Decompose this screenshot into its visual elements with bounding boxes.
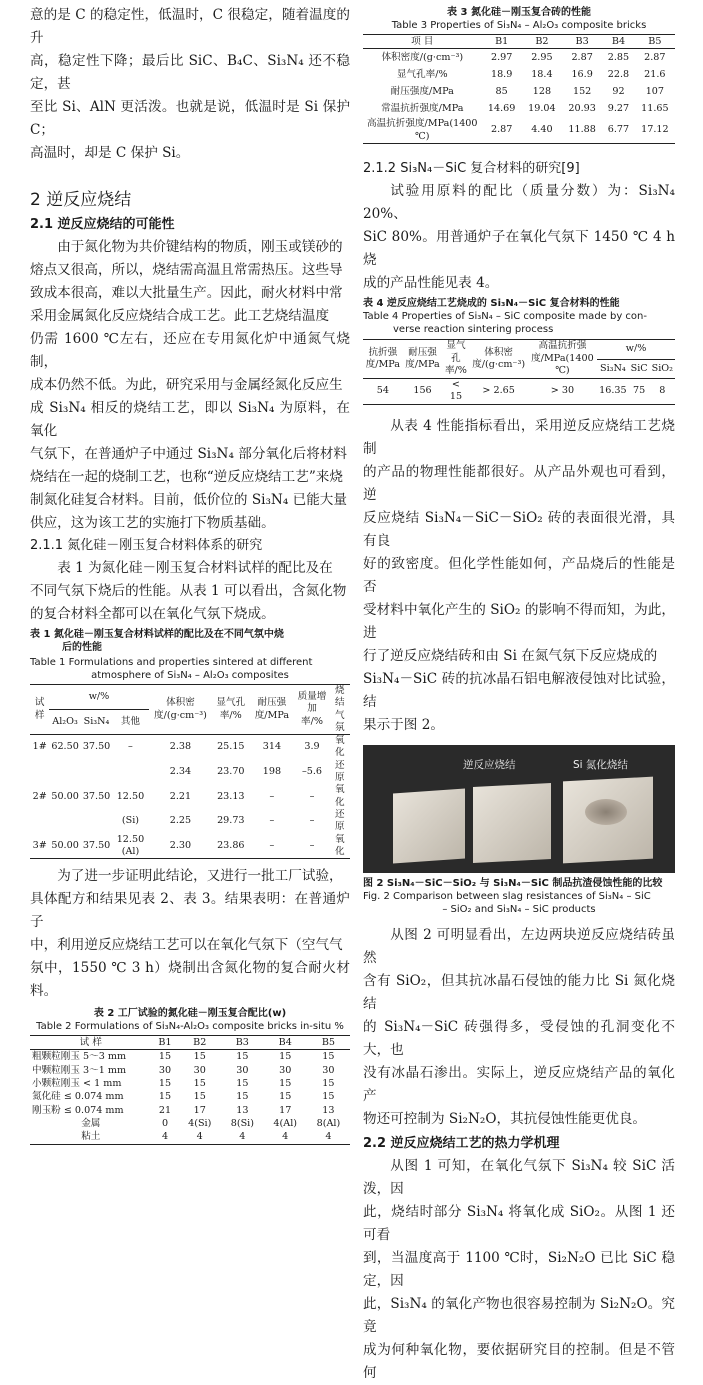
cell: 62.50 bbox=[51, 741, 79, 753]
text-line: 成本仍然不低。为此，研究采用与金属经氮化反应生 bbox=[30, 377, 343, 393]
table1-caption bbox=[30, 628, 350, 682]
col-header: B4 bbox=[611, 36, 626, 47]
caption-en: Table 4 Properties of Si₃N₄ – SiC composite made by con- bbox=[363, 311, 647, 323]
cell: 30 bbox=[158, 1064, 172, 1076]
brick-sample bbox=[473, 783, 551, 863]
text-line: 没有冰晶石渗出。实际上，逆反应烧结产品的氧化产 bbox=[363, 1064, 675, 1104]
cell: –5.6 bbox=[301, 765, 323, 777]
cell: 15 bbox=[279, 1091, 292, 1103]
text-line: 至比 Si、AlN 更活泼。也就是说，低温时是 Si 保护 C； bbox=[30, 99, 350, 138]
cell: 37.50 bbox=[82, 741, 111, 753]
col-header: SiC bbox=[630, 362, 648, 374]
text-line: 此，烧结时部分 Si₃N₄ 将氧化成 SiO₂。从图 1 还可看 bbox=[363, 1203, 675, 1243]
text-line: 行了逆反应烧结砖和由 Si 在氮气氛下反应烧成的 bbox=[363, 647, 658, 664]
text-line: 氛中，1550 ℃ 3 h）烧制出含氮化物的复合耐火材料。 bbox=[30, 960, 350, 1000]
cell: 9.27 bbox=[607, 102, 630, 114]
cell: 11.88 bbox=[568, 124, 596, 136]
text-line: 含有 SiO₂，但其抗冰晶石侵蚀的能力比 Si 氮化烧结 bbox=[363, 972, 675, 1012]
col-header: 显气孔率/% bbox=[442, 340, 469, 379]
col-header: B5 bbox=[648, 36, 662, 47]
cell: 128 bbox=[532, 85, 552, 97]
col-header: B3 bbox=[575, 36, 589, 47]
paragraph bbox=[30, 236, 350, 535]
cell: 8(Si) bbox=[230, 1117, 254, 1129]
table-row bbox=[363, 83, 675, 100]
text-line: SiC 80%。用普通炉子在氧化气氛下 1450 ℃ 4 h 烧 bbox=[363, 229, 675, 269]
cell: 75 bbox=[633, 385, 646, 397]
table-row bbox=[30, 1050, 350, 1064]
table-row bbox=[30, 1064, 350, 1077]
cell: 17.12 bbox=[641, 124, 669, 136]
cell: < 15 bbox=[449, 378, 463, 403]
figure-2-photo bbox=[363, 745, 675, 873]
col-header: 体积密度/(g·cm⁻³) bbox=[149, 685, 213, 735]
cell: 314 bbox=[262, 741, 282, 753]
cell: 2.38 bbox=[169, 741, 192, 753]
table-row bbox=[30, 760, 350, 785]
cell: 13 bbox=[236, 1104, 249, 1116]
text-line: 烧结在一起的烧制工艺，也称“逆反应烧结工艺”来烧 bbox=[30, 469, 343, 485]
row-label: 耐压强度/MPa bbox=[390, 85, 454, 97]
cell: 2.95 bbox=[531, 51, 553, 63]
cell: 15 bbox=[158, 1051, 172, 1063]
col-header: w/% bbox=[49, 685, 148, 710]
table-row bbox=[30, 1104, 350, 1117]
col-header: Si₃N₄ bbox=[83, 715, 110, 727]
table-row bbox=[363, 117, 675, 144]
cell: 23.13 bbox=[217, 790, 245, 802]
cell: 107 bbox=[645, 85, 664, 97]
cell bbox=[30, 809, 49, 834]
col-header: 质量增加率/% bbox=[295, 685, 330, 735]
section-heading: 2 逆反应烧结 bbox=[30, 190, 132, 210]
cell: 4(Si) bbox=[188, 1117, 212, 1129]
table-row bbox=[30, 735, 350, 760]
table4-caption bbox=[363, 297, 675, 336]
cell: 2.97 bbox=[490, 51, 513, 63]
cell: 4.40 bbox=[531, 124, 553, 136]
row-label: 氮化硅 ≤ 0.074 mm bbox=[32, 1091, 124, 1103]
subsection-heading: 2.1 逆反应烧结的可能性 bbox=[30, 217, 175, 232]
subsection-heading: 2.2 逆反应烧结工艺的热力学机理 bbox=[363, 1135, 560, 1151]
cell: 152 bbox=[572, 85, 592, 97]
cell bbox=[81, 760, 112, 785]
cell: 23.86 bbox=[217, 839, 245, 851]
cell: 30 bbox=[193, 1064, 206, 1076]
caption-cn: 表 1 氮化硅－刚玉复合材料试样的配比及在不同气氛中烧 bbox=[30, 629, 284, 640]
cell: 85 bbox=[495, 85, 508, 97]
text-line: 的复合材料全都可以在氧化气氛下烧成。 bbox=[30, 606, 275, 622]
cell: 还原 bbox=[334, 759, 345, 784]
table-row bbox=[30, 1090, 350, 1103]
cell: 4 bbox=[196, 1131, 203, 1143]
text-line: 成 Si₃N₄ 相反的烧结工艺，即以 Si₃N₄ 为原料，在氧化 bbox=[30, 400, 350, 439]
cell: 8 bbox=[659, 385, 666, 397]
text-line: 物还可控制为 Si₂N₂O，其抗侵蚀性能更优良。 bbox=[363, 1110, 647, 1127]
row-label: 高温抗折强度/MPa(1400 ℃) bbox=[367, 117, 478, 143]
text-line: 试验用原料的配比（质量分数）为：Si₃N₄ 20%、 bbox=[363, 183, 675, 223]
table3 bbox=[363, 34, 675, 144]
figure-caption bbox=[363, 877, 675, 916]
caption-cn-cont: 后的性能 bbox=[62, 642, 102, 653]
col-header: Al₂O₃ bbox=[52, 715, 78, 727]
cell: – bbox=[309, 815, 315, 827]
cell: 30 bbox=[236, 1064, 249, 1076]
caption-en-cont: verse reaction sintering process bbox=[393, 324, 554, 336]
text-line: 从表 4 性能指标看出，采用逆反应烧结工艺烧制 bbox=[363, 417, 675, 457]
text-line: Si₃N₄－SiC 砖的抗冰晶石铝电解液侵蚀对比试验，结 bbox=[363, 670, 675, 710]
paragraph bbox=[363, 1155, 675, 1385]
caption-en: Table 3 Properties of Si₃N₄ – Al₂O₃ composite bricks bbox=[391, 20, 647, 31]
cell: 6.77 bbox=[607, 124, 630, 136]
cell: – bbox=[269, 790, 275, 802]
col-header: 抗折强度/MPa bbox=[363, 340, 403, 379]
cell: 2.87 bbox=[571, 51, 593, 63]
text-line: 果示于图 2。 bbox=[363, 716, 444, 733]
cell: 20.93 bbox=[568, 102, 596, 114]
text-line: 的产品的物理性能都很好。从产品外观也可看到，逆 bbox=[363, 463, 675, 503]
text-line: 致成本很高，难以大批量生产。因此，耐火材料中常 bbox=[30, 285, 343, 301]
table3-caption bbox=[363, 0, 675, 32]
caption-en: Fig. 2 Comparison between slag resistances of Si₃N₄ – SiC bbox=[363, 890, 651, 902]
cell: 14.69 bbox=[487, 102, 516, 114]
caption-en-cont: – SiO₂ and Si₃N₄ – SiC products bbox=[442, 903, 596, 915]
col-header: B5 bbox=[321, 1037, 335, 1049]
cell: 4(Al) bbox=[273, 1117, 298, 1129]
cell: 15 bbox=[236, 1051, 249, 1063]
table-row bbox=[30, 784, 350, 809]
left-column bbox=[30, 0, 350, 1145]
cell: 15 bbox=[193, 1051, 206, 1063]
text-line: 高，稳定性下降；最后比 SiC、B₄C、Si₃N₄ 还不稳定，甚 bbox=[30, 53, 350, 92]
cell: 50.00 bbox=[51, 839, 79, 851]
cell: 3.9 bbox=[304, 741, 320, 753]
col-header: B1 bbox=[495, 36, 509, 47]
cell: 16.9 bbox=[571, 68, 593, 80]
cell: 17 bbox=[279, 1104, 292, 1116]
figure-label-right: Si 氮化烧结 bbox=[573, 758, 628, 771]
paragraph bbox=[30, 557, 350, 626]
caption-en: Table 1 Formulations and properties sintered at different bbox=[30, 657, 313, 668]
cell: 21.6 bbox=[644, 68, 666, 80]
text-line: 熔点又很高，所以，烧结需高温且常需热压。这些导 bbox=[30, 262, 343, 278]
cell: 15 bbox=[236, 1091, 249, 1103]
text-line: 成为何种氧化物，要依据研究目的控制。但是不管何 bbox=[363, 1341, 675, 1381]
text-line: 表 1 为氮化硅－刚玉复合材料试样的配比及在 bbox=[57, 560, 333, 576]
col-header: B2 bbox=[193, 1037, 207, 1049]
brick-sample bbox=[393, 788, 465, 863]
cell: 54 bbox=[376, 385, 389, 397]
cell: 2.25 bbox=[169, 815, 192, 827]
erosion-cavity bbox=[585, 799, 627, 825]
cell: 29.73 bbox=[217, 815, 245, 827]
text-line: 从图 1 可知，在氧化气氛下 Si₃N₄ 较 SiC 活泼，因 bbox=[363, 1157, 675, 1197]
table-row bbox=[363, 100, 675, 117]
cell bbox=[81, 809, 112, 834]
text-line: 从图 2 可明显看出，左边两块逆反应烧结砖虽然 bbox=[363, 926, 675, 966]
paragraph bbox=[363, 415, 675, 737]
cell: 13 bbox=[322, 1104, 335, 1116]
cell: 156 bbox=[413, 385, 432, 397]
text-line: 为了进一步证明此结论，又进行一批工厂试验， bbox=[57, 868, 343, 885]
cell: 15 bbox=[322, 1078, 335, 1090]
col-header: B4 bbox=[278, 1037, 292, 1049]
cell: 4 bbox=[325, 1131, 332, 1143]
cell: > 2.65 bbox=[482, 385, 515, 397]
text-line: 由于氮化物为共价键结构的物质，刚玉或镁砂的 bbox=[57, 239, 343, 255]
cell: 2.87 bbox=[490, 124, 513, 136]
caption-cn: 表 2 工厂试验的氮化硅－刚玉复合配比(w) bbox=[93, 1008, 287, 1020]
cell: 15 bbox=[279, 1078, 292, 1090]
cell: – bbox=[309, 790, 315, 802]
col-header: 体积密度/(g·cm⁻³) bbox=[470, 340, 528, 379]
cell: 15 bbox=[193, 1091, 206, 1103]
cell: – bbox=[269, 839, 275, 851]
cell: 2.21 bbox=[169, 790, 192, 802]
text-line: 此，Si₃N₄ 的氧化产物也很容易控制为 Si₂N₂O。究竟 bbox=[363, 1295, 675, 1335]
cell: 还原 bbox=[334, 808, 345, 833]
paragraph bbox=[30, 865, 350, 1003]
table-row bbox=[30, 834, 350, 859]
cell: 0 bbox=[161, 1117, 169, 1129]
cell: 30 bbox=[322, 1064, 335, 1076]
col-header: B1 bbox=[158, 1037, 172, 1049]
cell: 15 bbox=[193, 1078, 206, 1090]
cell: 氧化 bbox=[334, 784, 345, 808]
cell: 15 bbox=[279, 1051, 292, 1063]
caption-cn: 表 4 逆反应烧结工艺烧成的 Si₃N₄－SiC 复合材料的性能 bbox=[363, 298, 620, 310]
row-label: 体积密度/(g·cm⁻³) bbox=[381, 51, 464, 63]
cell: – bbox=[128, 741, 133, 753]
text-line: 不同气氛下烧后的性能。从表 1 可以看出，含氮化物 bbox=[30, 583, 347, 599]
subsubsection-heading: 2.1.1 氮化硅－刚玉复合材料体系的研究 bbox=[30, 538, 263, 553]
row-label: 小颗粒刚玉 < 1 mm bbox=[32, 1078, 122, 1090]
col-header: Si₃N₄ bbox=[600, 362, 626, 374]
col-header: B2 bbox=[535, 36, 549, 47]
figure-label-left: 逆反应烧结 bbox=[463, 758, 516, 771]
table-row bbox=[363, 66, 675, 83]
row-label: 粗颗粒刚玉 5～3 mm bbox=[32, 1051, 127, 1063]
cell: 18.4 bbox=[531, 68, 553, 80]
col-header: 烧结气氛 bbox=[330, 685, 350, 735]
text-line: 受材料中氧化产生的 SiO₂ 的影响不得而知，为此，进 bbox=[363, 601, 675, 641]
cell bbox=[49, 809, 80, 834]
text-line: 仍需 1600 ℃左右，还应在专用氮化炉中通氮气烧制， bbox=[30, 331, 350, 370]
col-header: w/% bbox=[597, 340, 675, 359]
col-header: 高温抗折强度/MPa(1400 ℃) bbox=[528, 340, 597, 379]
cell: 37.50 bbox=[82, 839, 111, 851]
text-line: 反应烧结 Si₃N₄－SiC－SiO₂ 砖的表面很光滑，具有良 bbox=[363, 509, 675, 549]
table-row bbox=[363, 378, 675, 404]
text-line: 气氛下，在普通炉子中通过 Si₃N₄ 部分氧化后将材料 bbox=[30, 446, 347, 462]
cell: 12.50 (Al) bbox=[116, 833, 145, 857]
cell: 12.50 bbox=[116, 790, 145, 802]
cell: 2# bbox=[32, 790, 47, 802]
row-label: 中颗粒刚玉 3～1 mm bbox=[32, 1064, 127, 1076]
cell: 198 bbox=[262, 765, 282, 777]
paragraph bbox=[363, 180, 675, 295]
row-label: 粘土 bbox=[81, 1131, 101, 1143]
cell: 23.70 bbox=[217, 765, 245, 777]
table-row bbox=[30, 809, 350, 834]
table2-caption bbox=[30, 1007, 350, 1033]
table2 bbox=[30, 1035, 350, 1144]
cell: 30 bbox=[279, 1064, 292, 1076]
table-row bbox=[30, 1077, 350, 1090]
text-line: 采用金属氮化反应烧结合成工艺。此工艺烧结温度 bbox=[30, 308, 330, 324]
col-header: 试样 bbox=[30, 685, 49, 735]
table-row bbox=[30, 1117, 350, 1130]
col-header: 耐压强度/MPa bbox=[403, 340, 443, 379]
row-label: 刚玉粉 ≤ 0.074 mm bbox=[32, 1104, 124, 1116]
cell: 1# bbox=[32, 741, 47, 753]
col-header: 耐压强度/MPa bbox=[249, 685, 294, 735]
cell: 4 bbox=[239, 1131, 246, 1143]
cell: 4 bbox=[161, 1131, 169, 1143]
cell: > 30 bbox=[550, 385, 575, 397]
text-line: 制氮化硅复合材料。目前，低价位的 Si₃N₄ 已能大量 bbox=[30, 492, 347, 508]
text-line: 的 Si₃N₄－SiC 砖强得多，受侵蚀的孔洞变化不大，也 bbox=[363, 1018, 675, 1058]
text-line: 具体配方和结果见表 2、表 3。结果表明：在普通炉子 bbox=[30, 891, 350, 931]
table4 bbox=[363, 339, 675, 405]
col-header: B3 bbox=[235, 1037, 249, 1049]
cell: 2.85 bbox=[607, 51, 630, 63]
cell bbox=[112, 760, 148, 785]
cell: 25.15 bbox=[217, 741, 245, 753]
caption-en-cont: atmosphere of Si₃N₄ – Al₂O₃ composites bbox=[91, 670, 289, 681]
table-row bbox=[30, 1130, 350, 1144]
cell: 4 bbox=[282, 1131, 289, 1143]
row-label: 显气孔率/% bbox=[396, 68, 448, 80]
cell: 11.65 bbox=[641, 102, 669, 114]
table-row bbox=[363, 49, 675, 66]
paragraph bbox=[363, 924, 675, 1131]
subsubsection-heading: 2.1.2 Si₃N₄－SiC 复合材料的研究[9] bbox=[363, 161, 580, 177]
intro-paragraph bbox=[30, 0, 350, 165]
text-line: 供应，这为该工艺的实施打下物质基础。 bbox=[30, 515, 275, 531]
text-line: 成的产品性能见表 4。 bbox=[363, 275, 499, 292]
cell: 50.00 bbox=[51, 790, 79, 802]
col-header: 其他 bbox=[120, 715, 141, 727]
cell: – bbox=[269, 815, 275, 827]
col-header: SiO₂ bbox=[651, 362, 673, 374]
table1 bbox=[30, 684, 350, 859]
cell: 15 bbox=[158, 1091, 172, 1103]
cell: 15 bbox=[322, 1051, 335, 1063]
cell: 18.9 bbox=[490, 68, 513, 80]
cell: – bbox=[309, 839, 315, 851]
cell bbox=[49, 760, 80, 785]
cell: 17 bbox=[193, 1104, 206, 1116]
text-line: 中，利用逆反应烧结工艺可以在氧化气氛下（空气气 bbox=[30, 937, 343, 954]
cell: 3# bbox=[32, 839, 47, 851]
caption-cn: 图 2 Si₃N₄－SiC－SiO₂ 与 Si₃N₄－SiC 制品抗渣侵蚀性能的比较 bbox=[363, 877, 663, 889]
row-label: 金属 bbox=[81, 1117, 101, 1129]
text-line: 好的致密度。但化学性能如何，产品烧后的性能是否 bbox=[363, 555, 675, 595]
text-line: 意的是 C 的稳定性，低温时，C 很稳定，随着温度的升 bbox=[30, 7, 350, 46]
cell: (Si) bbox=[121, 815, 140, 827]
cell: 19.04 bbox=[528, 102, 556, 114]
cell bbox=[30, 760, 49, 785]
row-label: 常温抗折强度/MPa bbox=[381, 102, 464, 114]
cell: 37.50 bbox=[82, 790, 111, 802]
col-header: 显气孔率/% bbox=[212, 685, 249, 735]
cell: 21 bbox=[158, 1104, 172, 1116]
cell: 2.34 bbox=[169, 765, 192, 777]
cell: 氧化 bbox=[334, 735, 345, 759]
text-line: 到，当温度高于 1100 ℃时，Si₂N₂O 已比 SiC 稳定，因 bbox=[363, 1249, 675, 1289]
text-line: 高温时，却是 C 保护 Si。 bbox=[30, 145, 190, 161]
caption-en: Table 2 Formulations of Si₃N₄-Al₂O₃ composite bricks in-situ % bbox=[36, 1021, 344, 1033]
cell: 15 bbox=[158, 1078, 172, 1090]
col-header: 项 目 bbox=[411, 36, 434, 47]
cell: 2.30 bbox=[169, 839, 192, 851]
caption-cn: 表 3 氮化硅－刚玉复合砖的性能 bbox=[447, 7, 591, 18]
cell: 2.87 bbox=[644, 51, 666, 63]
cell: 15 bbox=[236, 1078, 249, 1090]
cell: 92 bbox=[612, 85, 625, 97]
cell: 16.35 bbox=[599, 385, 627, 397]
col-header: 试 样 bbox=[79, 1037, 102, 1049]
cell: 氧化 bbox=[334, 833, 345, 857]
cell: 22.8 bbox=[607, 68, 630, 80]
cell: 8(Al) bbox=[316, 1117, 341, 1129]
right-column bbox=[363, 0, 675, 1385]
cell: 15 bbox=[322, 1091, 335, 1103]
